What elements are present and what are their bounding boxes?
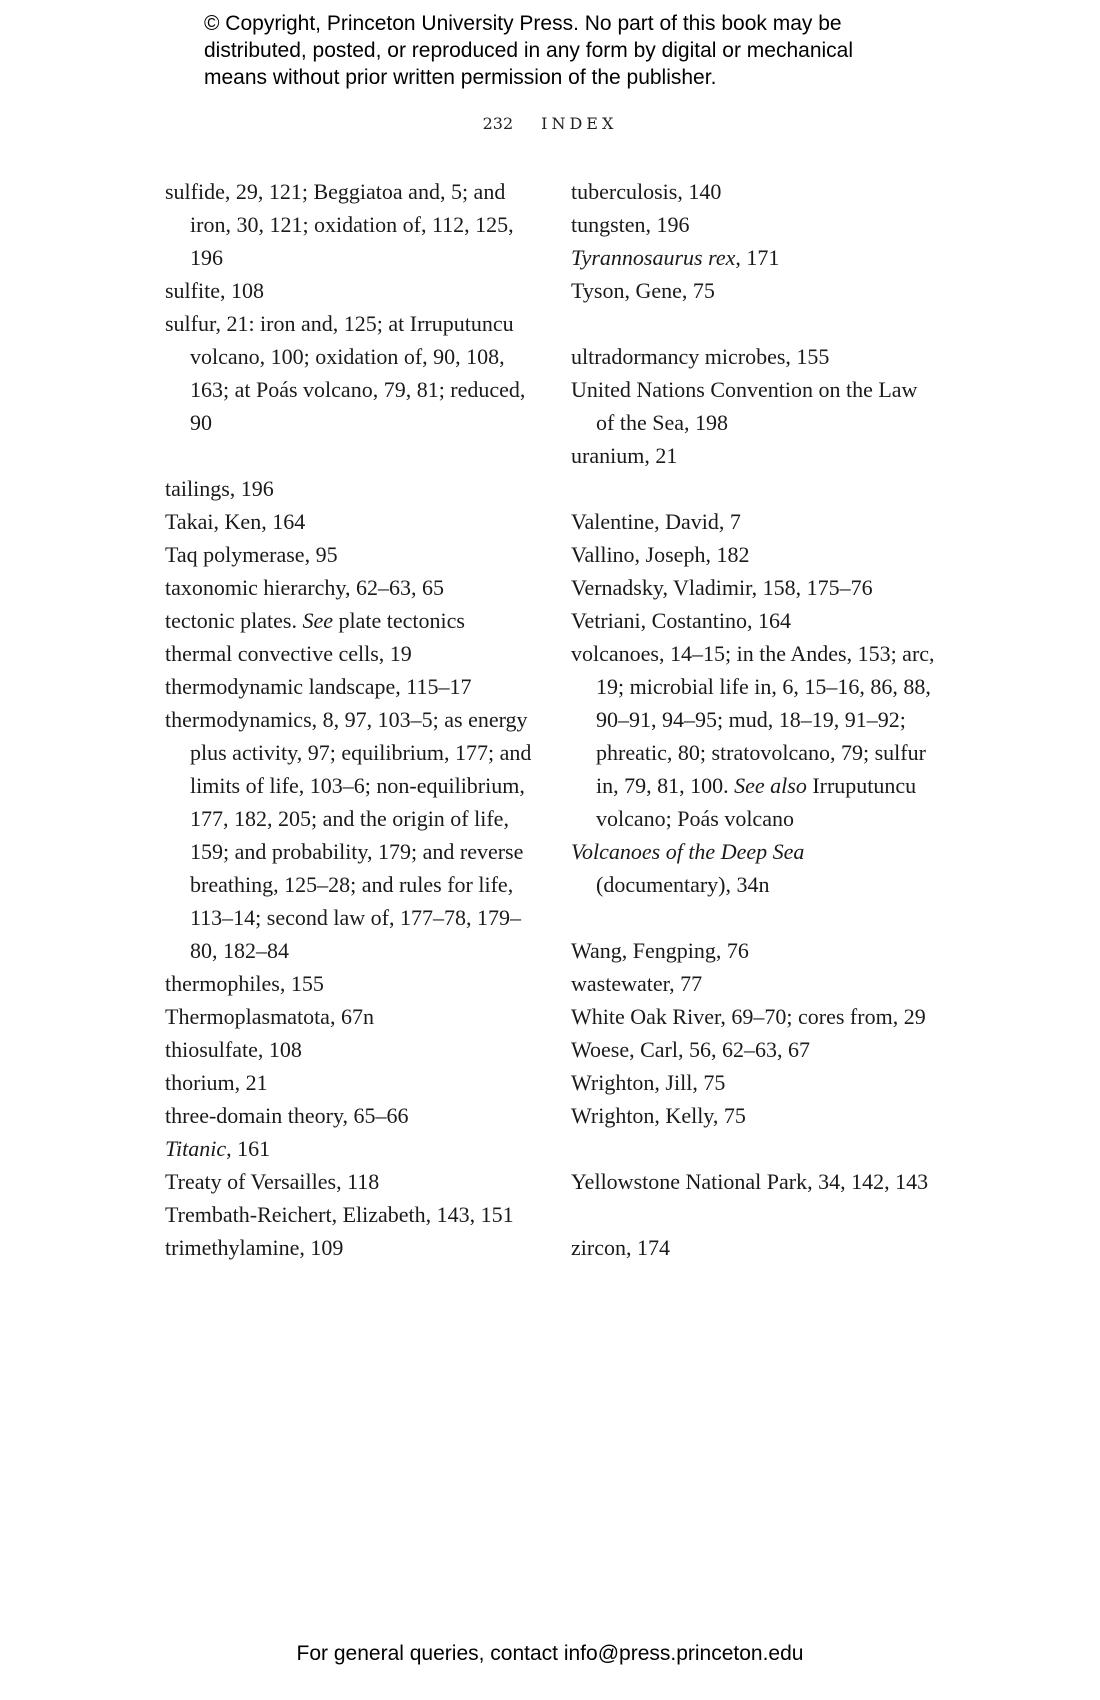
entry-gap bbox=[571, 901, 941, 934]
index-entry bbox=[571, 439, 941, 472]
index-entry bbox=[165, 1066, 533, 1099]
index-entry-text: thermophiles, 155 bbox=[165, 971, 324, 996]
copyright-line: distributed, posted, or reproduced in any form by digital or mechanical bbox=[204, 39, 854, 62]
index-entry bbox=[165, 472, 533, 505]
entry-gap bbox=[571, 1198, 941, 1231]
index-entry bbox=[571, 934, 941, 967]
index-entry bbox=[571, 1000, 941, 1033]
index-entry-italic-text: See also bbox=[734, 773, 807, 798]
index-entry bbox=[165, 1165, 533, 1198]
index-entry bbox=[571, 373, 941, 439]
index-entry bbox=[571, 175, 941, 208]
index-entry-text: Yellowstone National Park, 34, 142, 143 bbox=[571, 1169, 929, 1194]
index-entry-text: Woese, Carl, 56, 62–63, 67 bbox=[571, 1037, 810, 1062]
index-entry-text: (documentary), 34n bbox=[596, 872, 770, 897]
running-head bbox=[0, 114, 1100, 133]
index-entry bbox=[165, 1033, 533, 1066]
entry-gap bbox=[571, 472, 941, 505]
index-entry bbox=[165, 703, 533, 967]
index-entry-text: United Nations Convention on the Law of the Sea, 198 bbox=[571, 377, 918, 435]
index-column-left bbox=[165, 175, 533, 1264]
index-entry bbox=[571, 835, 941, 901]
index-entry-text: thermodynamics, 8, 97, 103–5; as energy plus activity, 97; equilibrium, 177; and limits of life, 103–6; non-equilibrium, 177, 182, 205; and the origin of life, 159; and probability, 179; and reverse breathing, 125–28; and rules for life, 113–14; second law of, 177–78, 179–80, 182–84 bbox=[165, 707, 532, 963]
index-entry bbox=[165, 274, 533, 307]
index-entry-text: thermal convective cells, 19 bbox=[165, 641, 412, 666]
index-entry bbox=[571, 1066, 941, 1099]
index-entry-text: tailings, 196 bbox=[165, 476, 274, 501]
index-entry-text: tectonic plates. bbox=[165, 608, 303, 633]
index-entry bbox=[165, 1000, 533, 1033]
entry-gap bbox=[571, 1132, 941, 1165]
index-entry bbox=[165, 571, 533, 604]
index-entry-text: Thermoplasmatota, 67n bbox=[165, 1004, 374, 1029]
index-entry-text: White Oak River, 69–70; cores from, 29 bbox=[571, 1004, 926, 1029]
index-entry-text: thorium, 21 bbox=[165, 1070, 268, 1095]
index-entry-text: Irruputuncu volcano; Poás volcano bbox=[596, 773, 917, 831]
index-entry bbox=[571, 274, 941, 307]
index-entry bbox=[165, 604, 533, 637]
index-entry-text: three-domain theory, 65–66 bbox=[165, 1103, 409, 1128]
index-entry-text: Wrighton, Jill, 75 bbox=[571, 1070, 726, 1095]
index-entry bbox=[571, 208, 941, 241]
copyright-line: means without prior written permission of the publisher. bbox=[204, 66, 717, 89]
index-entry bbox=[165, 505, 533, 538]
entry-gap bbox=[165, 439, 533, 472]
index-entry bbox=[165, 637, 533, 670]
index-entry-text: Trembath-Reichert, Elizabeth, 143, 151 bbox=[165, 1202, 514, 1227]
index-entry-italic-text: Tyrannosaurus rex bbox=[571, 245, 736, 270]
index-entry-text: , 171 bbox=[735, 245, 780, 270]
index-entry bbox=[165, 175, 533, 274]
index-entry-text: Vetriani, Costantino, 164 bbox=[571, 608, 791, 633]
index-entry-text: sulfite, 108 bbox=[165, 278, 264, 303]
index-entry-text: trimethylamine, 109 bbox=[165, 1235, 344, 1260]
footer-contact: For general queries, contact info@press.princeton.edu bbox=[296, 1642, 804, 1665]
index-entry bbox=[165, 670, 533, 703]
index-entry bbox=[571, 1165, 941, 1198]
index-entry-text: Wang, Fengping, 76 bbox=[571, 938, 749, 963]
index-entry bbox=[165, 1132, 533, 1165]
copyright-line: © Copyright, Princeton University Press. No part of this book may be bbox=[204, 12, 842, 35]
index-entry-italic-text: Titanic bbox=[165, 1136, 227, 1161]
index-entry bbox=[165, 967, 533, 1000]
index-entry-text: tuberculosis, 140 bbox=[571, 179, 722, 204]
index-entry bbox=[571, 604, 941, 637]
index-entry-text: Treaty of Versailles, 118 bbox=[165, 1169, 380, 1194]
index-entry-italic-text: See bbox=[302, 608, 333, 633]
index-entry-text: Valentine, David, 7 bbox=[571, 509, 741, 534]
index-entry-text: Taq polymerase, 95 bbox=[165, 542, 338, 567]
index-entry bbox=[571, 1231, 941, 1264]
index-entry bbox=[571, 637, 941, 835]
index-entry-text: sulfide, 29, 121; Beggiatoa and, 5; and iron, 30, 121; oxidation of, 112, 125, 196 bbox=[165, 179, 514, 270]
index-entry-text: Tyson, Gene, 75 bbox=[571, 278, 715, 303]
index-entry-text: plate tectonics bbox=[332, 608, 465, 633]
copyright-notice bbox=[204, 10, 924, 91]
index-entry-text: thermodynamic landscape, 115–17 bbox=[165, 674, 472, 699]
index-entry-text: Wrighton, Kelly, 75 bbox=[571, 1103, 746, 1128]
index-entry-text: Vernadsky, Vladimir, 158, 175–76 bbox=[571, 575, 873, 600]
index-entry bbox=[571, 1099, 941, 1132]
index-entry bbox=[571, 571, 941, 604]
index-entry-italic-text: Volcanoes of the Deep Sea bbox=[571, 839, 805, 864]
index-entry-text: volcanoes, 14–15; in the Andes, 153; arc, 19; microbial life in, 6, 15–16, 86, 88, 90–91, 94–95; mud, 18–19, 91–92; phreatic, 80; stratovolcano, 79; sulfur in, 79, 81, 100. bbox=[571, 641, 935, 798]
page-number: 232 bbox=[482, 114, 514, 133]
index-entry-text: taxonomic hierarchy, 62–63, 65 bbox=[165, 575, 444, 600]
index-entry-text: thiosulfate, 108 bbox=[165, 1037, 302, 1062]
index-entry-text: , 161 bbox=[226, 1136, 271, 1161]
index-entry-text: uranium, 21 bbox=[571, 443, 678, 468]
section-title: INDEX bbox=[541, 114, 618, 133]
index-entry bbox=[165, 1099, 533, 1132]
index-entry-text: wastewater, 77 bbox=[571, 971, 703, 996]
index-entry-text: sulfur, 21: iron and, 125; at Irruputuncu volcano, 100; oxidation of, 90, 108, 163; at Poás volcano, 79, 81; reduced, 90 bbox=[165, 311, 526, 435]
index-entry-text: ultradormancy microbes, 155 bbox=[571, 344, 830, 369]
index-entry-text: zircon, 174 bbox=[571, 1235, 670, 1260]
index-entry bbox=[165, 1198, 533, 1231]
index-entry bbox=[571, 538, 941, 571]
index-entry bbox=[571, 1033, 941, 1066]
index-entry bbox=[165, 307, 533, 439]
index-entry-text: Vallino, Joseph, 182 bbox=[571, 542, 750, 567]
index-entry bbox=[165, 538, 533, 571]
index-entry bbox=[571, 967, 941, 1000]
index-entry-text: tungsten, 196 bbox=[571, 212, 690, 237]
index-entry bbox=[165, 1231, 533, 1264]
index-entry bbox=[571, 241, 941, 274]
index-entry bbox=[571, 340, 941, 373]
index-entry-text: Takai, Ken, 164 bbox=[165, 509, 306, 534]
index-entry bbox=[571, 505, 941, 538]
entry-gap bbox=[571, 307, 941, 340]
index-column-right bbox=[571, 175, 941, 1264]
